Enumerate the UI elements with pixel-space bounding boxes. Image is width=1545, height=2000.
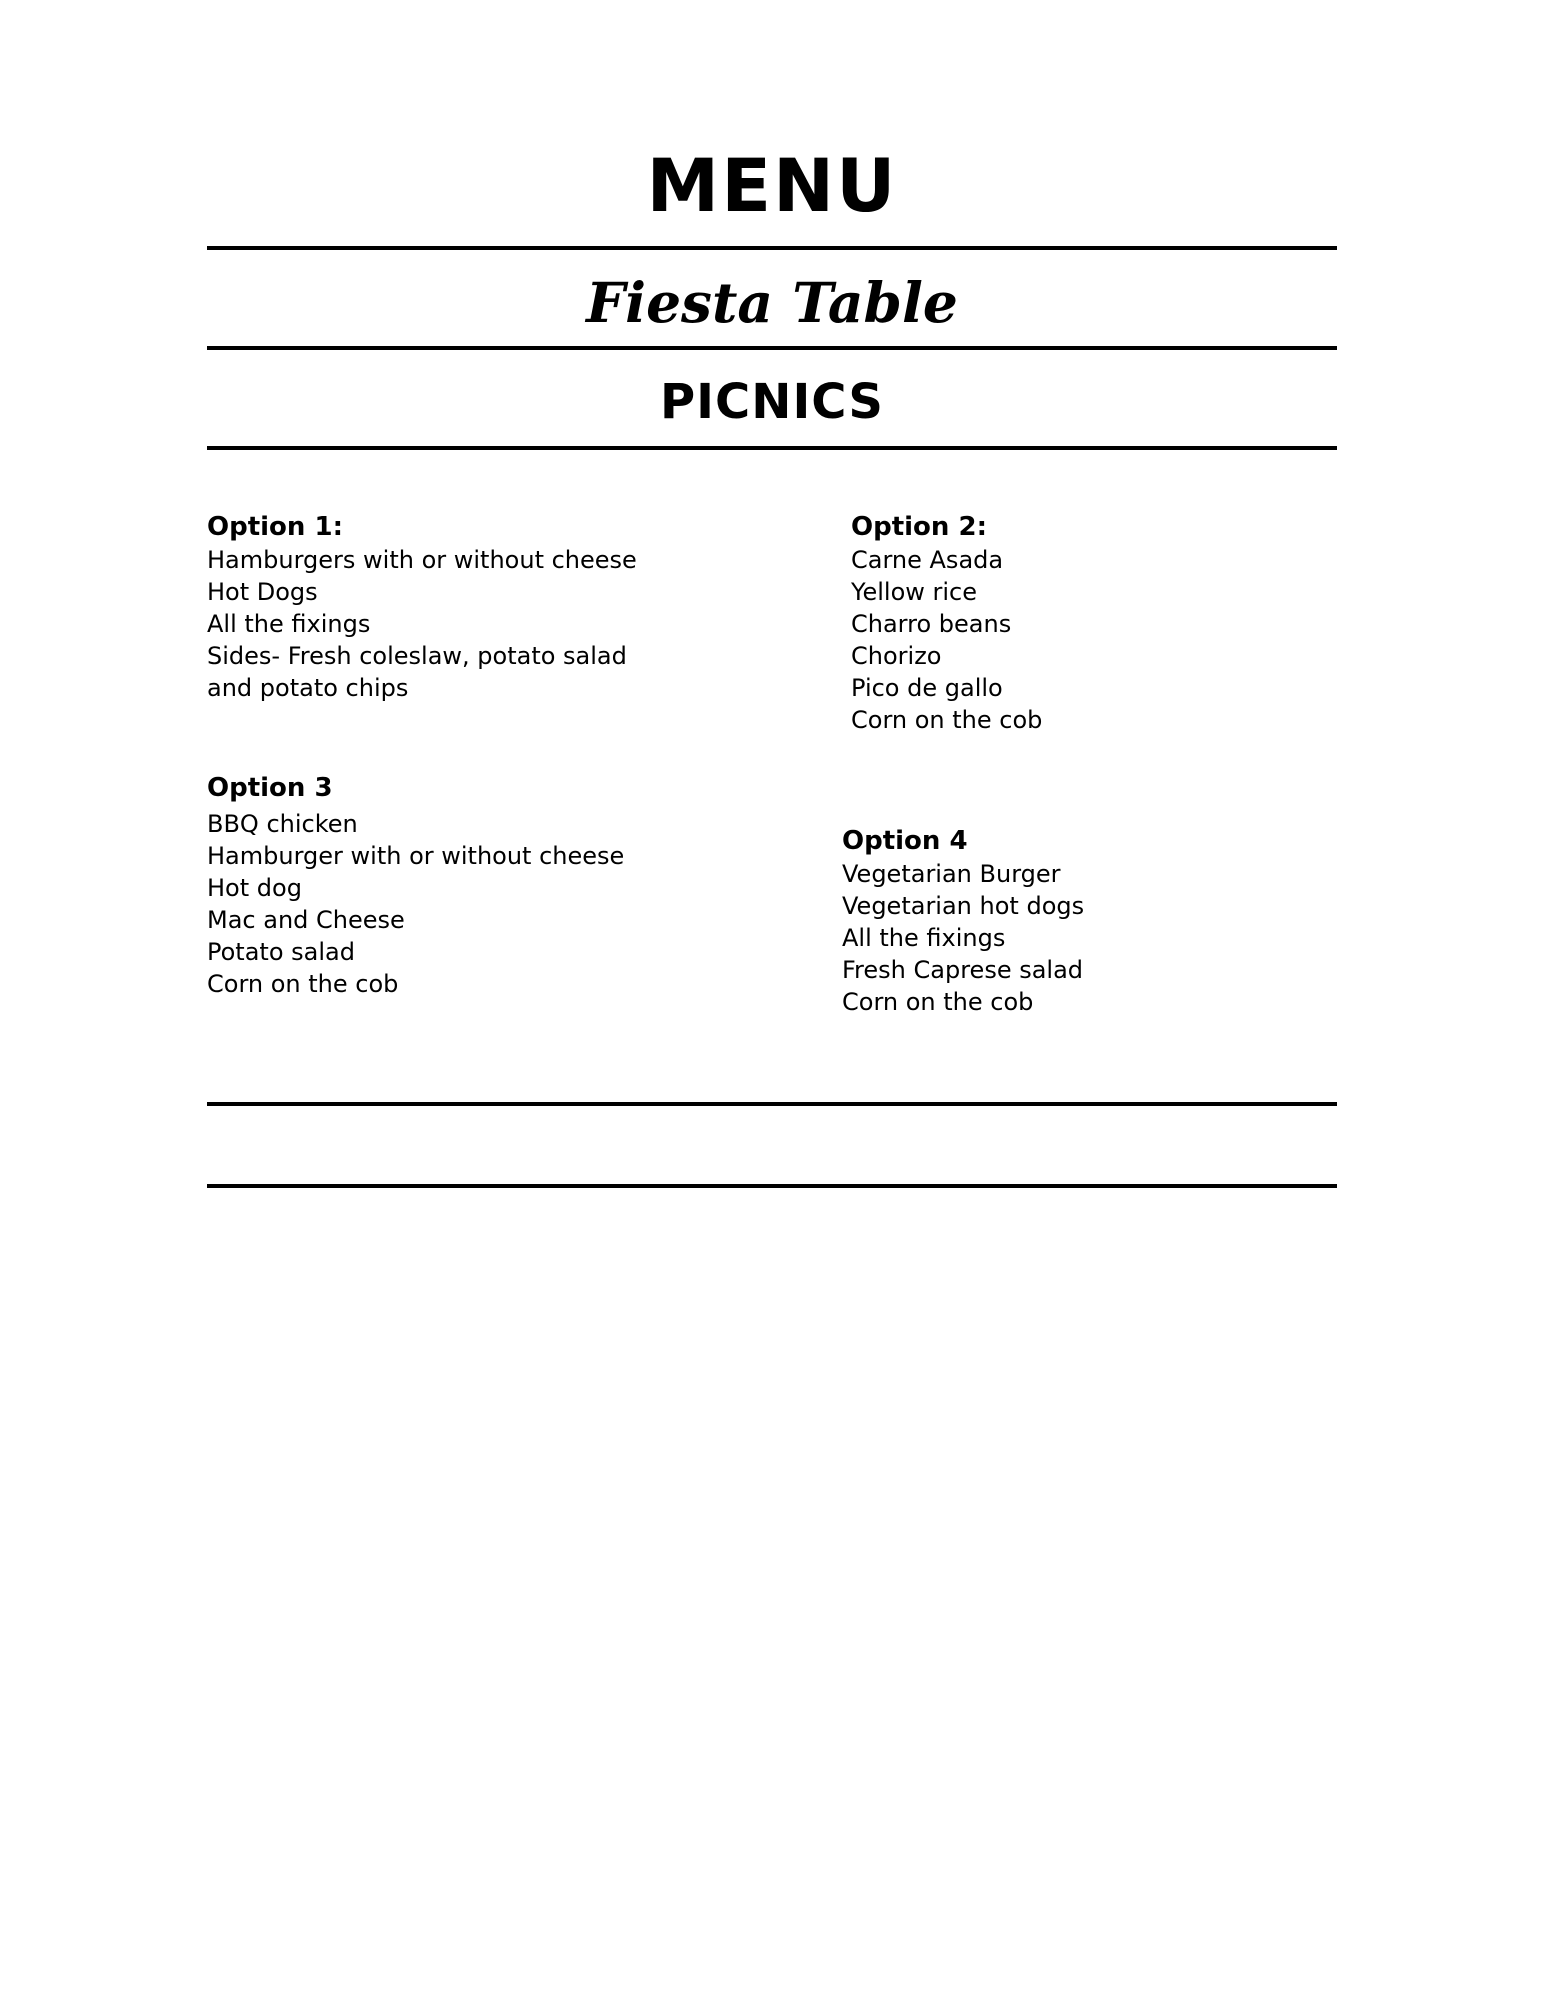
option-heading: Option 1: — [207, 512, 343, 542]
menu-item: Potato salad — [207, 938, 355, 966]
divider-top — [207, 246, 1337, 250]
menu-item: Pico de gallo — [851, 674, 1003, 702]
menu-item: BBQ chicken — [207, 810, 358, 838]
menu-item: Mac and Cheese — [207, 906, 405, 934]
divider-below-name — [207, 346, 1337, 350]
menu-item: Fresh Caprese salad — [842, 956, 1084, 984]
menu-item: Charro beans — [851, 610, 1012, 638]
restaurant-name: Fiesta Table — [586, 270, 958, 335]
menu-item: Hamburgers with or without cheese — [207, 546, 637, 574]
menu-title: MENU — [646, 144, 898, 229]
option-heading: Option 3 — [207, 773, 333, 803]
menu-item: Carne Asada — [851, 546, 1004, 574]
divider-below-section — [207, 446, 1337, 450]
menu-item: Yellow rice — [851, 578, 978, 606]
option-item-list — [207, 544, 647, 704]
menu-item: Sides- Fresh coleslaw, potato salad and potato chips — [207, 642, 627, 702]
divider-bottom-2 — [207, 1184, 1337, 1188]
option-item-list — [842, 858, 1322, 1018]
menu-item: Corn on the cob — [851, 706, 1043, 734]
menu-item: Hamburger with or without cheese — [207, 842, 625, 870]
divider-bottom-1 — [207, 1102, 1337, 1106]
menu-item: All the fixings — [842, 924, 1006, 952]
menu-item: Hot dog — [207, 874, 302, 902]
menu-item: Chorizo — [851, 642, 942, 670]
option-item-list — [207, 808, 767, 1000]
option-2-block — [851, 510, 1331, 736]
menu-item: Corn on the cob — [842, 988, 1034, 1016]
option-item-list — [851, 544, 1331, 736]
menu-item: All the fixings — [207, 610, 371, 638]
option-3-block — [207, 771, 767, 1000]
menu-item: Vegetarian Burger — [842, 860, 1061, 888]
menu-item: Hot Dogs — [207, 578, 318, 606]
section-title: PICNICS — [660, 374, 884, 430]
option-heading: Option 4 — [842, 826, 968, 856]
option-4-block — [842, 824, 1322, 1018]
option-heading: Option 2: — [851, 512, 987, 542]
menu-item: Corn on the cob — [207, 970, 399, 998]
menu-item: Vegetarian hot dogs — [842, 892, 1085, 920]
option-1-block — [207, 510, 647, 704]
